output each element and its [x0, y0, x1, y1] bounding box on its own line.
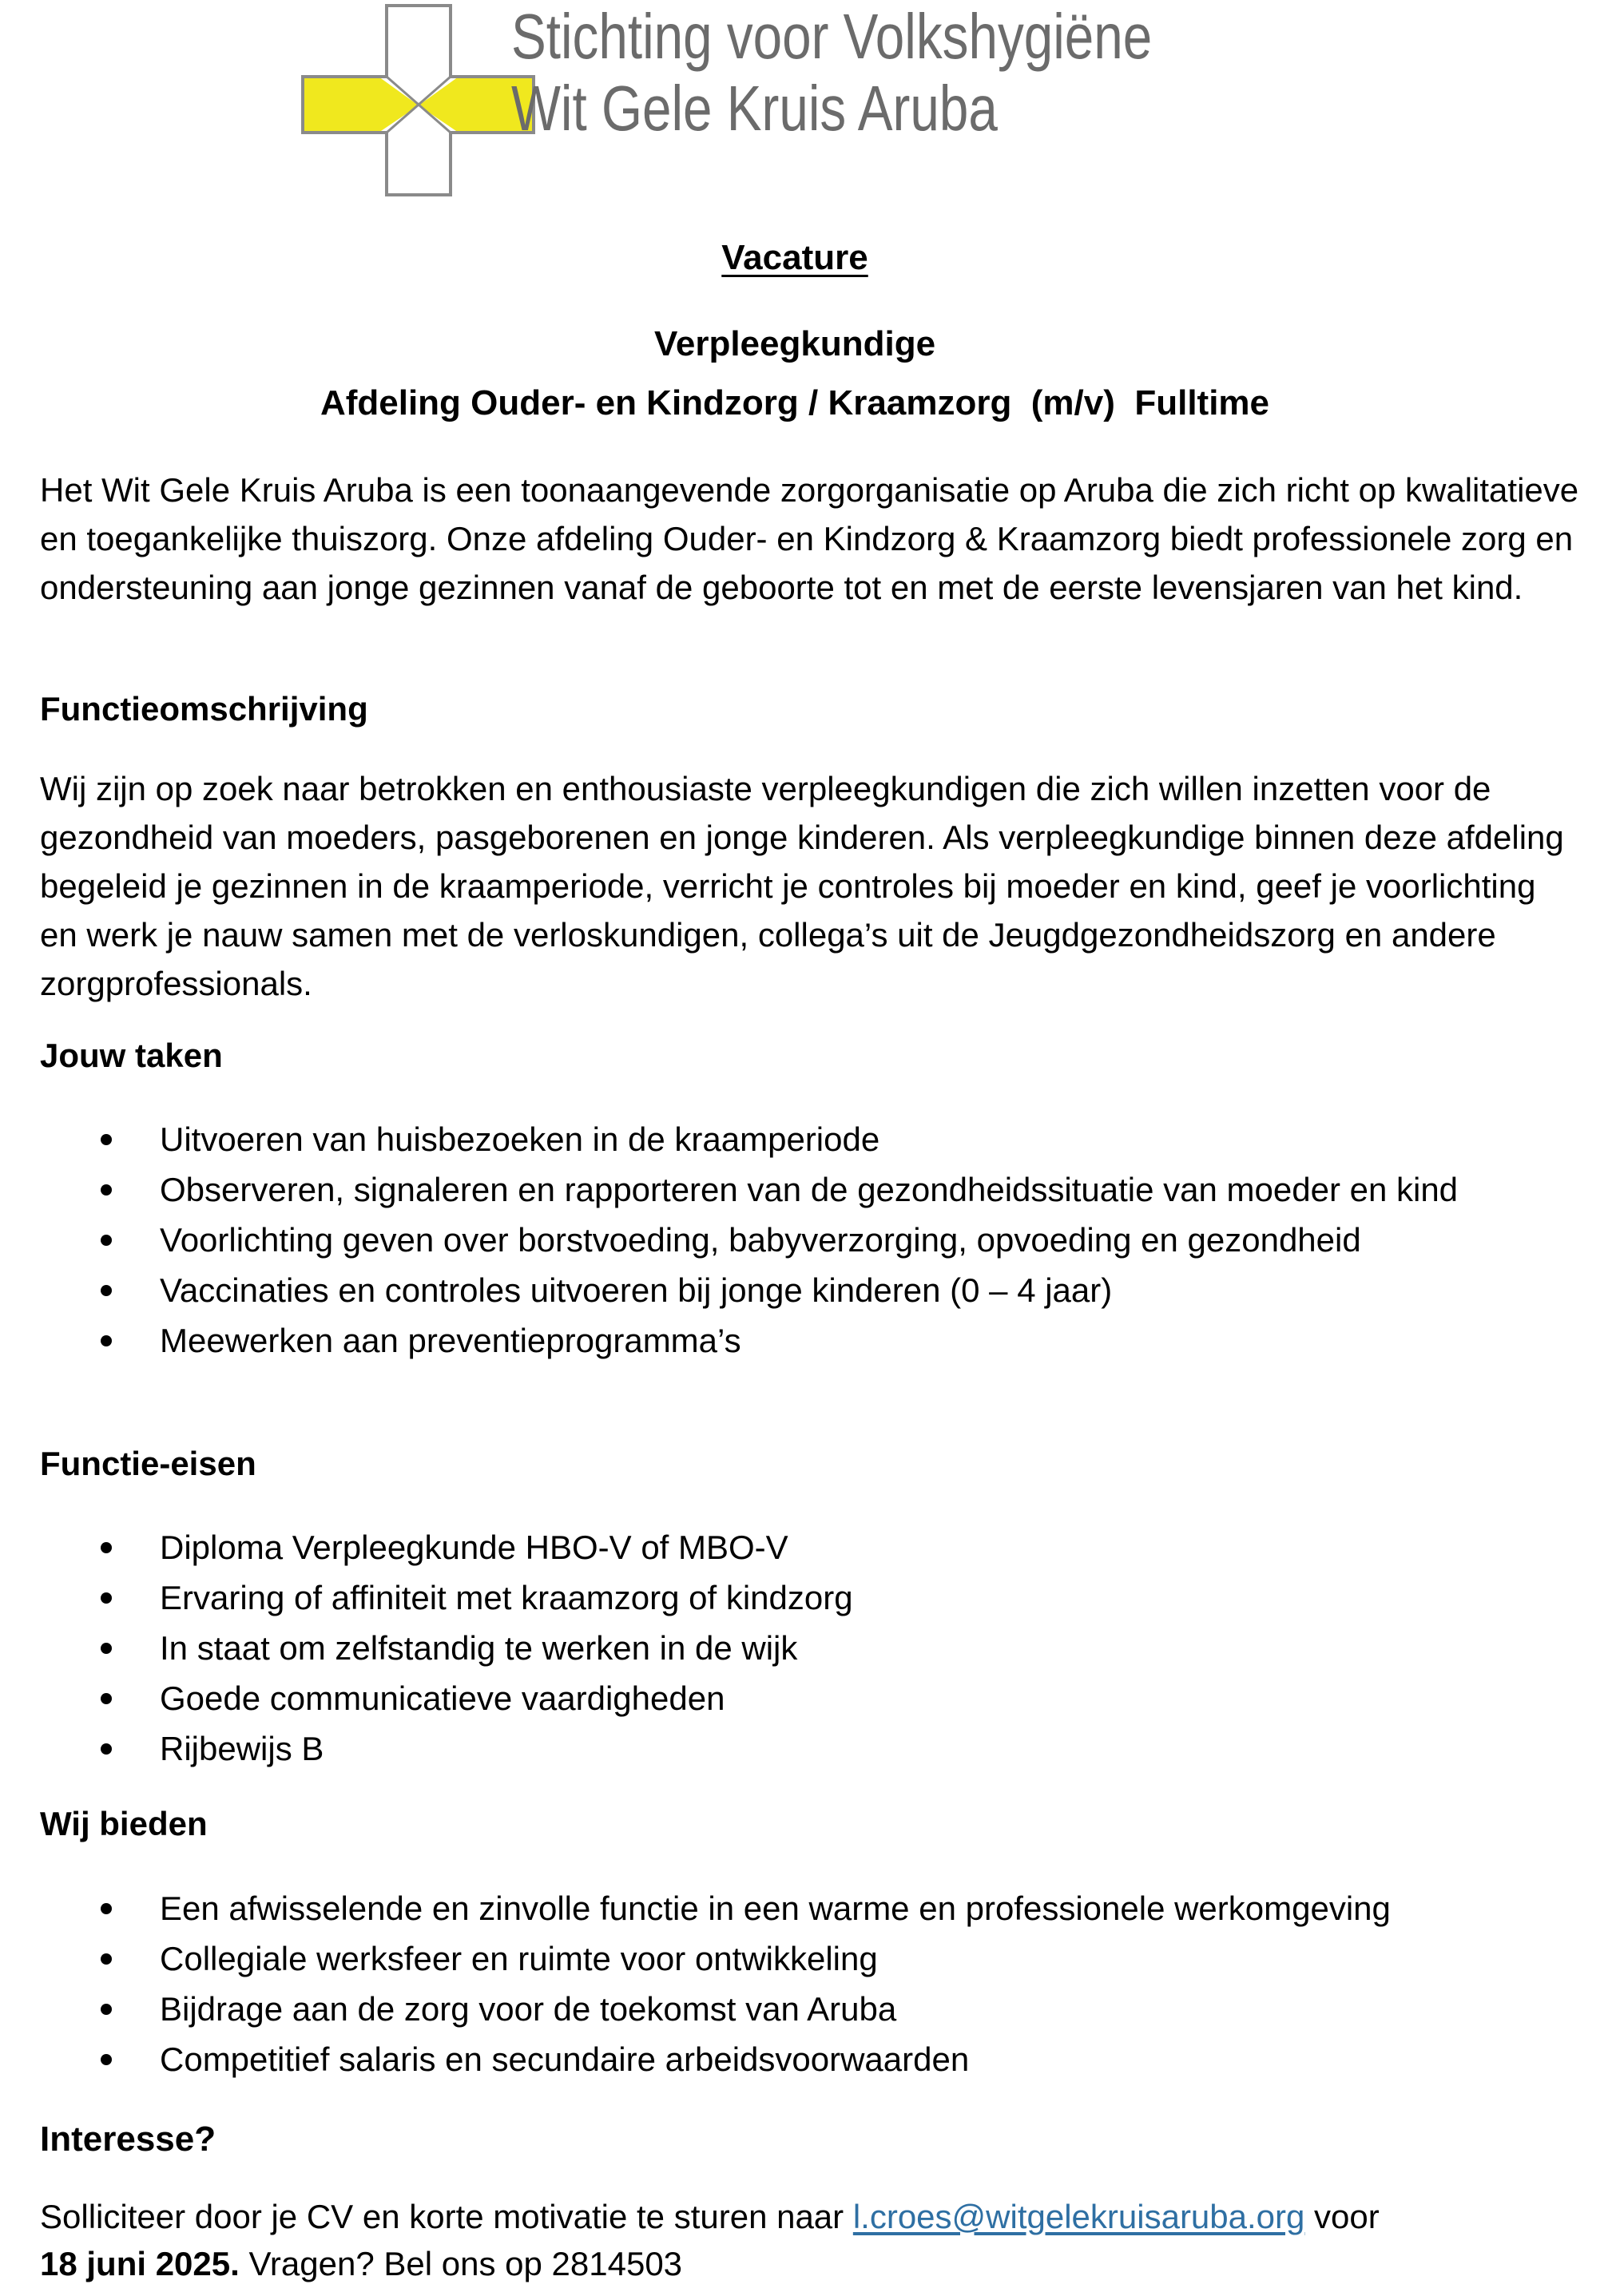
email-link[interactable]: l.croes@witgelekruisaruba.org [852, 2198, 1305, 2235]
contact-phone-text: Vragen? Bel ons op 2814503 [239, 2245, 683, 2282]
function-description-paragraph: Wij zijn op zoek naar betrokken en enthousiaste verpleegkundigen die zich willen inzetten voor de gezondheid van moeders, pasgeborenen en jonge kinderen. Als verpleegkundige binnen deze afdeling begeleid je gezinnen in de kraamperiode, verricht je controles bij moeder en kind, geef je voorlichting en werk je nauw samen met de verloskundigen, collega’s uit de Jeugdgezondheidszorg en andere zorgprofessionals. [40, 770, 1564, 1002]
wit-gele-kruis-cross-logo [300, 3, 540, 196]
bullet-icon [101, 1542, 112, 1553]
bullet-icon [101, 1184, 112, 1196]
requirement-text: In staat om zelfstandig te werken in de wijk [160, 1629, 798, 1667]
task-text: Observeren, signaleren en rapporteren van de gezondheidssituatie van moeder en kind [160, 1171, 1459, 1208]
vacancy-label: Vacature [721, 238, 868, 277]
offer-text: Bijdrage aan de zorg voor de toekomst van Aruba [160, 1990, 897, 2028]
list-item [0, 1723, 1590, 1774]
bullet-icon [101, 1335, 112, 1346]
bullet-icon [101, 1592, 112, 1604]
requirement-text: Goede communicatieve vaardigheden [160, 1679, 725, 1717]
list-item [0, 1164, 1590, 1215]
bullet-icon [101, 1743, 112, 1755]
task-text: Voorlichting geven over borstvoeding, babyverzorging, opvoeding en gezondheid [160, 1221, 1361, 1259]
list-item [0, 1984, 1590, 2034]
requirement-text: Ervaring of affiniteit met kraamzorg of kindzorg [160, 1579, 853, 1616]
section-heading-interest: Interesse? [40, 2120, 216, 2159]
offer-list [0, 1883, 1590, 2084]
list-item [0, 1522, 1590, 1572]
bullet-icon [101, 1643, 112, 1654]
list-item [0, 1215, 1590, 1265]
tasks-list [0, 1114, 1590, 1366]
list-item [0, 2034, 1590, 2084]
bullet-icon [101, 1903, 112, 1914]
list-item [0, 1673, 1590, 1723]
list-item [0, 1315, 1590, 1366]
bullet-icon [101, 1285, 112, 1296]
task-text: Vaccinaties en controles uitvoeren bij jonge kinderen (0 – 4 jaar) [160, 1271, 1113, 1309]
job-department: Afdeling Ouder- en Kindzorg / Kraamzorg (m/v) Fulltime [320, 383, 1270, 422]
offer-text: Collegiale werksfeer en ruimte voor ontwikkeling [160, 1940, 878, 1977]
bullet-icon [101, 1235, 112, 1246]
bullet-icon [101, 1953, 112, 1965]
section-heading-requirements: Functie-eisen [40, 1445, 256, 1482]
requirement-text: Diploma Verpleegkunde HBO-V of MBO-V [160, 1529, 788, 1566]
intro-paragraph: Het Wit Gele Kruis Aruba is een toonaangevende zorgorganisatie op Aruba die zich richt op kwalitatieve en toegankelijke thuiszorg. Onze afdeling Ouder- en Kindzorg & Kraamzorg biedt professionele zorg en ondersteuning aan jonge gezinnen vanaf de geboorte tot en met de eerste levensjaren van het kind. [40, 471, 1579, 606]
logo-text-line1: Stichting voor Volkshygiëne [511, 1, 1153, 72]
task-text: Meewerken aan preventieprogramma’s [160, 1322, 741, 1359]
requirements-list [0, 1522, 1590, 1774]
job-title: Verpleegkundige [653, 324, 936, 363]
bullet-icon [101, 2054, 112, 2065]
application-deadline: 18 juni 2025. [40, 2245, 240, 2282]
section-heading-offer: Wij bieden [40, 1805, 208, 1842]
list-item [0, 1883, 1590, 1933]
bullet-icon [101, 2004, 112, 2015]
contact-paragraph [40, 2193, 1582, 2287]
bullet-icon [101, 1693, 112, 1704]
contact-text-after-email: voor [1304, 2198, 1380, 2235]
section-heading-function-description: Functieomschrijving [40, 690, 368, 728]
offer-text: Competitief salaris en secundaire arbeidsvoorwaarden [160, 2040, 970, 2078]
bullet-icon [101, 1134, 112, 1145]
contact-text-before: Solliciteer door je CV en korte motivatie te sturen naar [40, 2198, 853, 2235]
offer-text: Een afwisselende en zinvolle functie in een warme en professionele werkomgeving [160, 1890, 1391, 1927]
list-item [0, 1265, 1590, 1315]
task-text: Uitvoeren van huisbezoeken in de kraamperiode [160, 1120, 880, 1158]
list-item [0, 1623, 1590, 1673]
section-heading-tasks: Jouw taken [40, 1037, 223, 1074]
list-item [0, 1933, 1590, 1984]
logo-text-line2: Wit Gele Kruis Aruba [511, 73, 998, 144]
list-item [0, 1572, 1590, 1623]
list-item [0, 1114, 1590, 1164]
requirement-text: Rijbewijs B [160, 1730, 324, 1767]
